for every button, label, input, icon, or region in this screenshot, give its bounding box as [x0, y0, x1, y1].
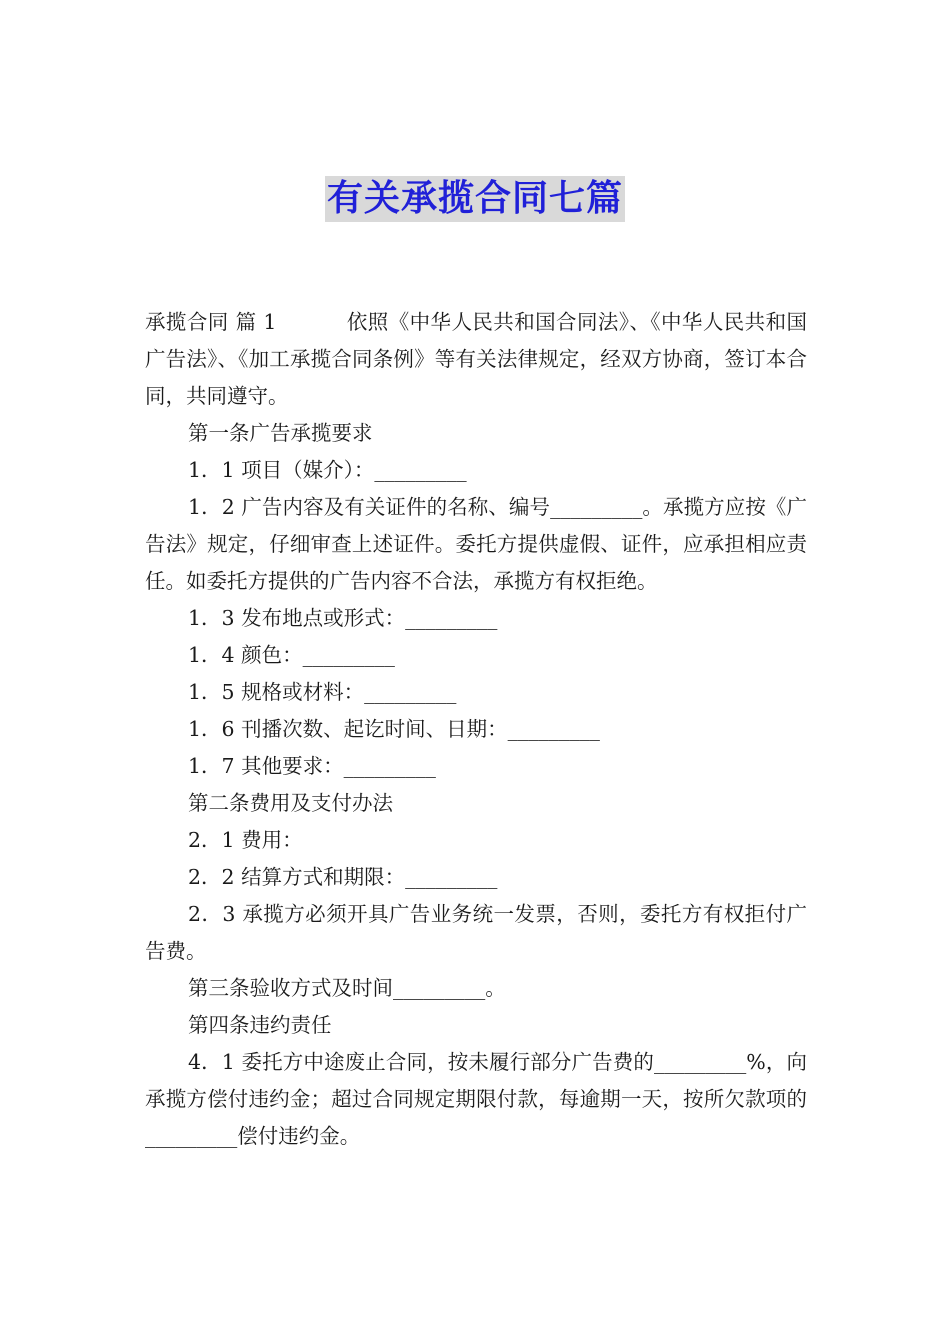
document-title-text: 有关承揽合同七篇 — [325, 176, 625, 222]
clause-item: 1．2 广告内容及有关证件的名称、编号_________。承揽方应按《广告法》规定，仔细审查上述证件。委托方提供虚假、证件，应承担相应责任。如委托方提供的广告内容不合法，承揽方有权拒绝。 — [145, 495, 807, 593]
article-heading: 第一条广告承揽要求 — [188, 421, 373, 445]
clause-item: 4．1 委托方中途废止合同，按未履行部分广告费的_________%，向承揽方偿付违约金；超过合同规定期限付款，每逾期一天，按所欠款项的_________偿付违约金。 — [145, 1050, 807, 1148]
clause-item: 1．3 发布地点或形式：_________ — [188, 606, 498, 630]
paragraph-text: 依照《中华人民共和国合同法》、《中华人民共和国广告法》、《加工承揽合同条例》等有关法律规定，经双方协商，签订本合同，共同遵守。 — [145, 310, 808, 408]
clause-item: 2．2 结算方式和期限：_________ — [188, 865, 498, 889]
clause-item: 1．1 项目（媒介）：_________ — [188, 458, 467, 482]
clause-item: 1．6 刊播次数、起讫时间、日期：_________ — [188, 717, 600, 741]
clause-item: 1．7 其他要求：_________ — [188, 754, 436, 778]
clause-item: 1．4 颜色：_________ — [188, 643, 395, 667]
clause-item: 1．5 规格或材料：_________ — [188, 680, 457, 704]
document-body — [145, 304, 807, 1155]
article-heading: 第二条费用及支付办法 — [188, 791, 393, 815]
document-title — [0, 176, 950, 222]
article-heading: 第三条验收方式及时间_________。 — [188, 976, 506, 1000]
paragraph-intro — [145, 304, 807, 415]
section-lead: 承揽合同 篇 1 — [145, 310, 277, 334]
clause-item: 2．3 承揽方必须开具广告业务统一发票，否则，委托方有权拒付广告费。 — [145, 902, 807, 963]
article-heading: 第四条违约责任 — [188, 1013, 332, 1037]
clause-item: 2．1 费用： — [188, 828, 303, 852]
